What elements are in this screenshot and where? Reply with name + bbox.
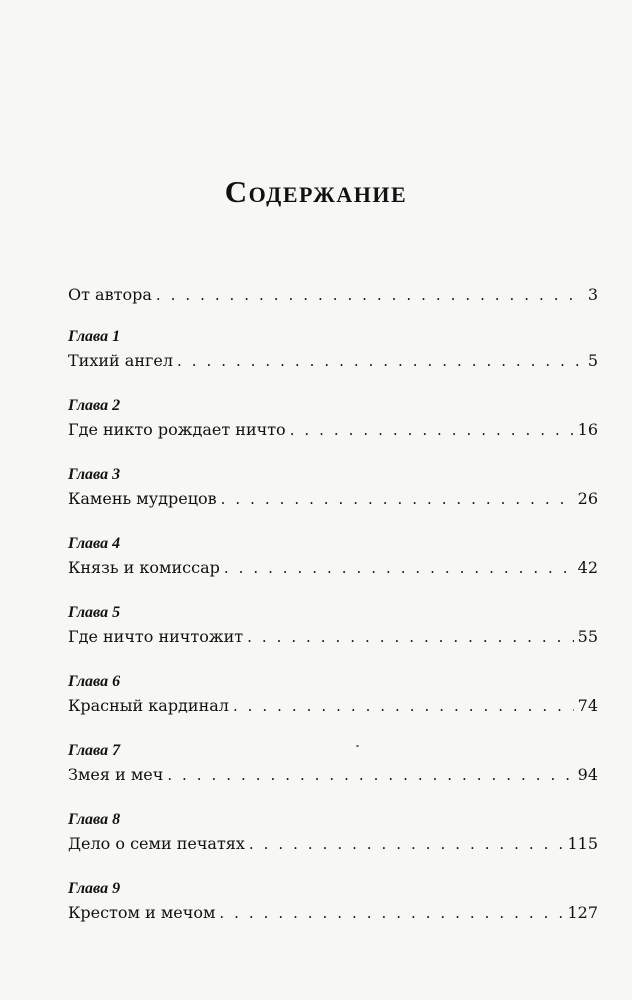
page-number: 42 (577, 558, 598, 577)
toc-line (68, 348, 598, 374)
toc-line (68, 486, 598, 512)
entry-title: Где никто рождает ничто (68, 420, 286, 439)
entry-title: Князь и комиссар (68, 558, 220, 577)
entry-title: Змея и меч (68, 765, 164, 784)
entry-title: От автора (68, 285, 152, 304)
page-number: 94 (577, 765, 598, 784)
dot-leader (177, 348, 584, 374)
dot-leader (167, 762, 573, 788)
toc-entry-chapter-5[interactable] (68, 602, 598, 671)
toc-entry-chapter-2[interactable] (68, 395, 598, 464)
page-number: 55 (577, 627, 598, 646)
chapter-label: Глава 3 (68, 466, 121, 483)
chapter-label: Глава 5 (68, 604, 121, 621)
page-number: 3 (587, 285, 598, 304)
chapter-label: Глава 4 (68, 535, 121, 552)
chapter-label: Глава 7 (68, 742, 121, 759)
toc-entry-chapter-8[interactable] (68, 809, 598, 878)
page-number: 115 (567, 834, 598, 853)
dot-leader (219, 900, 563, 926)
entry-title: Дело о семи печатях (68, 834, 245, 853)
toc-entry-chapter-9[interactable] (68, 878, 598, 947)
chapter-label: Глава 1 (68, 328, 121, 345)
toc-entry-chapter-3[interactable] (68, 464, 598, 533)
dot-leader (156, 282, 584, 308)
toc-entry-foreword[interactable] (68, 282, 598, 326)
page-number: 26 (577, 489, 598, 508)
toc-line (68, 900, 598, 926)
page-title: Содержание (224, 174, 408, 209)
chapter-label: Глава 2 (68, 397, 121, 414)
table-of-contents (68, 282, 598, 947)
entry-title: Красный кардинал (68, 696, 229, 715)
chapter-label: Глава 8 (68, 811, 121, 828)
entry-title: Где ничто ничтожит (68, 627, 244, 646)
toc-entry-chapter-6[interactable] (68, 671, 598, 740)
toc-line (68, 282, 598, 308)
toc-line (68, 555, 598, 581)
page-number: 5 (587, 351, 598, 370)
dot-leader (224, 555, 574, 581)
dot-leader (290, 417, 574, 443)
toc-line (68, 831, 598, 857)
toc-line (68, 417, 598, 443)
paper-speck (356, 745, 359, 747)
page-number: 127 (567, 903, 598, 922)
dot-leader (249, 831, 564, 857)
entry-title: Крестом и мечом (68, 903, 216, 922)
toc-line (68, 624, 598, 650)
dot-leader (233, 693, 574, 719)
page-number: 16 (577, 420, 598, 439)
entry-title: Тихий ангел (68, 351, 173, 370)
dot-leader (247, 624, 574, 650)
toc-entry-chapter-7[interactable] (68, 740, 598, 809)
page-number: 74 (577, 696, 598, 715)
entry-title: Камень мудрецов (68, 489, 217, 508)
toc-entry-chapter-1[interactable] (68, 326, 598, 395)
toc-line (68, 693, 598, 719)
dot-leader (221, 486, 574, 512)
chapter-label: Глава 6 (68, 673, 121, 690)
toc-entry-chapter-4[interactable] (68, 533, 598, 602)
toc-line (68, 762, 598, 788)
chapter-label: Глава 9 (68, 880, 121, 897)
